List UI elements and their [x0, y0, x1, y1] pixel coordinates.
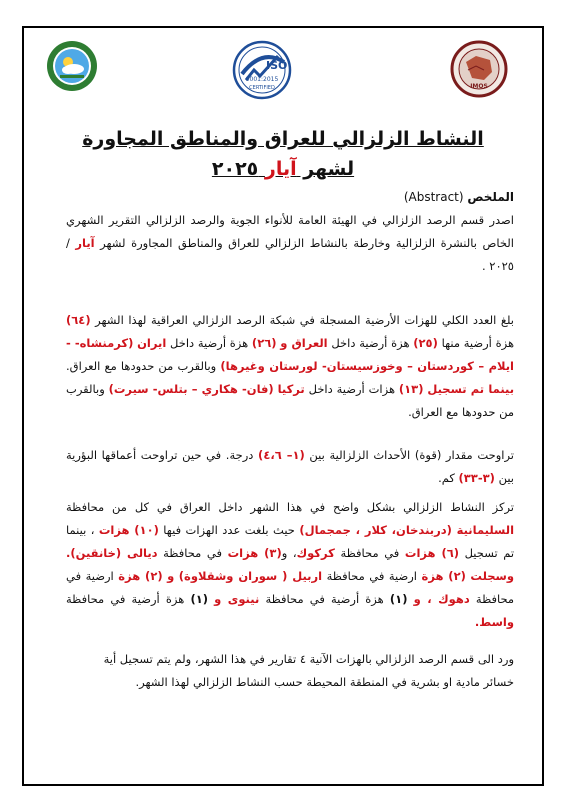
- regional-distribution-paragraph: [66, 496, 514, 634]
- p3-sulaymaniyah-count: (١٠) هزات: [98, 523, 159, 537]
- p3-text-3: ، بينما تم تسجيل: [66, 523, 515, 560]
- svg-text:IMOS: IMOS: [470, 83, 488, 90]
- svg-text:ISO: ISO: [266, 59, 288, 72]
- total-earthquakes-paragraph: [66, 309, 514, 424]
- p3-diyala-count: (٣) هزات: [227, 546, 282, 560]
- p1-text-1: بلغ العدد الكلي للهزات الأرضية المسجلة في شبكة الرصد الزلزالي العراقية لهذا الشهر: [95, 313, 514, 327]
- abstract-heading-en: (Abstract): [403, 190, 464, 204]
- p3-wasit: واسط.: [474, 615, 514, 629]
- meteorological-organization-logo: [46, 40, 98, 92]
- p3-ninawa-count: (١): [389, 592, 408, 606]
- p3-wasit-count: (١): [190, 592, 209, 606]
- p1-text-7: وبالقرب من حدودها مع العراق.: [66, 382, 514, 419]
- p2-magnitude-range: (١– ٤،٦): [258, 448, 305, 462]
- p1-text-3: هزة أرضية داخل: [331, 336, 410, 350]
- p1-iran-label: ايران: [137, 336, 167, 350]
- iso-certified-logo: [232, 40, 292, 100]
- p3-text-5: ، و: [281, 546, 297, 560]
- p1-turkey-regions: (فان- هكاري – بتلس- سيرت): [108, 382, 274, 396]
- p1-iraq-label: العراق و: [280, 336, 328, 350]
- p3-erbil-count: (٢) هزة: [421, 569, 466, 583]
- reports-paragraph: [66, 648, 514, 694]
- p3-text-8: و: [167, 569, 175, 583]
- report-title: النشاط الزلزالي للعراق والمناطق المجاورة: [82, 128, 484, 150]
- p3-text-1: تركز النشاط الزلزالي بشكل واضح في هذا الشهر داخل العراق في كل من محافظة: [66, 500, 514, 514]
- p2-text-3: كم.: [438, 471, 455, 485]
- abstract-heading-ar: الملخص: [467, 190, 514, 204]
- abstract-heading: [66, 186, 514, 209]
- abstract-text: اصدر قسم الرصد الزلزالي في الهيئة العامة للأنواء الجوية والرصد الزلزالي التقرير الشهري الخاص بالنشرة الزلزالية وخارطة بالنشاط الزلزالي للعراق والمناطق المجاورة لشهر: [66, 213, 515, 250]
- p1-turkey-intro: بينما تم تسجيل: [427, 382, 515, 396]
- abstract-paragraph: [66, 209, 514, 278]
- p3-sulaymaniyah: السليمانية (دربندخان، كلار ، جمجمال): [299, 523, 515, 537]
- p1-text-2: هزة أرضية منها: [441, 336, 515, 350]
- p2-text-2: درجة. في حين تراوحت أعماقها البؤرية بين: [66, 448, 514, 485]
- p1-iran-regions: (كرمنشاه- - ايلام – كوردستان – وخوزسيستان- لورستان وغيرها): [66, 336, 514, 373]
- p3-text-10: هزة أرضية في محافظة: [265, 592, 384, 606]
- p2-depth-range: (٣-٣٣): [458, 471, 495, 485]
- subtitle-prefix: لشهر: [296, 158, 355, 180]
- p3-text-6: في محافظة: [163, 546, 222, 560]
- p1-turkey-label: تركيا: [277, 382, 305, 396]
- p3-erbil: اربيل ( سوران وشقلاوة): [178, 569, 323, 583]
- p4-line-2: خسائر مادية او بشرية في المنطقة المحيطة حسب النشاط الزلزالي لهذا الشهر.: [135, 675, 514, 689]
- abstract-year: /٢٠٢٥ .: [66, 236, 514, 273]
- p1-total-count: (٦٤): [66, 313, 91, 327]
- p1-iraq-count: (٢٥): [413, 336, 438, 350]
- p3-text-7: ارضية في محافظة: [326, 569, 418, 583]
- p3-recorded: وسجلت: [470, 569, 515, 583]
- p3-text-4: في محافظة: [340, 546, 400, 560]
- p3-kirkuk: كركوك: [296, 546, 335, 560]
- p1-iran-count: (٢٦): [251, 336, 277, 350]
- p3-diyala: ديالى (خانقين).: [66, 546, 158, 560]
- p3-duhok: دهوك ، و: [413, 592, 470, 606]
- p4-line-1: ورد الى قسم الرصد الزلزالي بالهزات الآنية ٤ تقارير في هذا الشهر، ولم يتم تسجيل أية: [103, 652, 514, 666]
- p3-kirkuk-count: (٦) هزات: [404, 546, 459, 560]
- p1-text-4: هزة أرضية داخل: [170, 336, 249, 350]
- p3-text-11: هزة أرضية في محافظة: [66, 592, 185, 606]
- p1-text-5: وبالقرب من حدودها مع العراق.: [66, 359, 217, 373]
- p2-text-1: تراوحت مقدار (قوة) الأحداث الزلزالية بين: [309, 448, 515, 462]
- svg-text:9001:2015: 9001:2015: [245, 76, 279, 83]
- report-subtitle: [40, 158, 526, 180]
- magnitude-paragraph: [66, 444, 514, 490]
- p3-ninawa: نينوى و: [214, 592, 260, 606]
- p1-text-6: هزات أرضية داخل: [308, 382, 396, 396]
- imos-logo: [450, 40, 508, 98]
- p3-text-2: حيث بلغت عدد الهزات فيها: [163, 523, 295, 537]
- abstract-month: آيار: [75, 236, 95, 250]
- subtitle-year: ٢٠٢٥: [211, 158, 265, 180]
- p3-duhok-count: (٢) هزة: [118, 569, 163, 583]
- p3-text-9: ارضية في محافظة: [66, 569, 515, 606]
- p1-turkey-count: (١٣): [398, 382, 424, 396]
- subtitle-month: آيار: [264, 158, 297, 180]
- svg-text:CERTIFIED: CERTIFIED: [249, 85, 275, 91]
